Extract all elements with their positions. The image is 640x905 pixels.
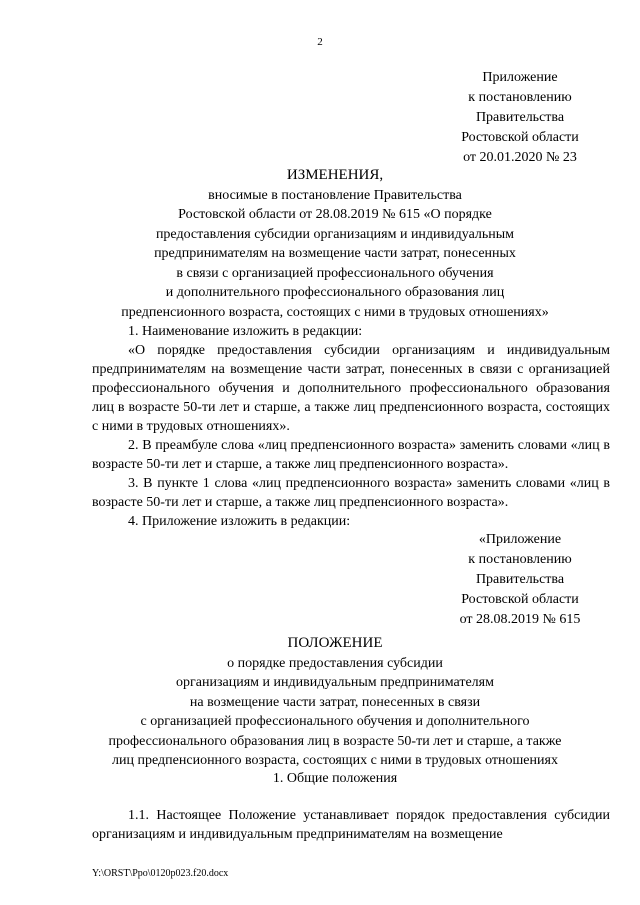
appendix-quote-line: Ростовской области bbox=[461, 592, 579, 607]
section-title: 1. Общие положения bbox=[272, 771, 398, 786]
regulation-heading-line: с организацией профессионального обучения и дополнительного bbox=[140, 714, 530, 729]
appendix-header-line: Правительства bbox=[475, 110, 565, 125]
changes-heading-line: вносимые в постановление Правительства bbox=[208, 187, 462, 203]
footer-file-path: Y:\ORST\Ppo\0120p023.f20.docx bbox=[92, 868, 229, 879]
body-paragraph: 3. В пункте 1 слова «лиц предпенсионного возраста» заменить словами «лиц в возрасте 50-ти лет и старше, а также лиц предпенсионного возраста». bbox=[92, 476, 610, 510]
appendix-header bbox=[430, 68, 610, 168]
section-body bbox=[92, 806, 610, 844]
appendix-quote bbox=[430, 530, 610, 630]
appendix-quote-line: к постановлению bbox=[468, 552, 572, 567]
changes-heading-line: предпенсионного возраста, состоящих с ними в трудовых отношениях» bbox=[121, 304, 549, 320]
body-paragraph: «О порядке предоставления субсидии организациям и индивидуальным предпринимателям на возмещение части затрат, понесенных в связи с организацией профессионального обучения и дополнительного профессионального образования лиц в возрасте 50-ти лет и старше, а также лиц предпенсионного возраста, состоящих с ними в трудовых отношениях». bbox=[92, 343, 610, 434]
appendix-quote-line: «Приложение bbox=[478, 532, 562, 547]
changes-heading-line: предпринимателям на возмещение части затрат, понесенных bbox=[154, 246, 516, 261]
changes-heading-line: предоставления субсидии организациям и индивидуальным bbox=[155, 226, 515, 242]
regulation-title: ПОЛОЖЕНИЕ bbox=[287, 635, 383, 651]
changes-body bbox=[92, 322, 610, 531]
appendix-header-line: Приложение bbox=[482, 70, 558, 85]
page-number: 2 bbox=[317, 36, 323, 48]
regulation-heading-line: о порядке предоставления субсидии bbox=[227, 655, 443, 671]
regulation-heading-line: организациям и индивидуальным предпринимателям bbox=[176, 675, 494, 690]
changes-heading-line: Ростовской области от 28.08.2019 № 615 «О порядке bbox=[178, 207, 492, 222]
body-paragraph: 4. Приложение изложить в редакции: bbox=[128, 514, 351, 529]
appendix-header-line: к постановлению bbox=[468, 90, 572, 105]
changes-title: ИЗМЕНЕНИЯ, bbox=[286, 167, 384, 183]
changes-heading-line: в связи с организацией профессионального обучения bbox=[176, 265, 494, 281]
regulation-heading-line: лиц предпенсионного возраста, состоящих с ними в трудовых отношениях bbox=[112, 753, 558, 768]
body-paragraph: 2. В преамбуле слова «лиц предпенсионного возраста» заменить словами «лиц в возрасте 50-ти лет и старше, а также лиц предпенсионного возраста». bbox=[92, 438, 610, 472]
regulation-heading-line: профессионального образования лиц в возрасте 50-ти лет и старше, а также bbox=[108, 733, 562, 749]
regulation-heading-line: на возмещение части затрат, понесенных в связи bbox=[189, 694, 481, 710]
body-paragraph: 1. Наименование изложить в редакции: bbox=[128, 324, 363, 339]
changes-heading-line: и дополнительного профессионального образования лиц bbox=[165, 285, 505, 300]
appendix-quote-line: Правительства bbox=[475, 572, 565, 587]
appendix-header-line: от 20.01.2020 № 23 bbox=[463, 150, 577, 165]
appendix-header-line: Ростовской области bbox=[461, 130, 579, 145]
appendix-quote-line: от 28.08.2019 № 615 bbox=[459, 612, 581, 627]
regulation-heading bbox=[80, 634, 590, 771]
changes-heading bbox=[80, 166, 590, 322]
body-paragraph: 1.1. Настоящее Положение устанавливает порядок предоставления субсидии организациям и индивидуальным предпринимателям на возмещение bbox=[92, 808, 610, 842]
